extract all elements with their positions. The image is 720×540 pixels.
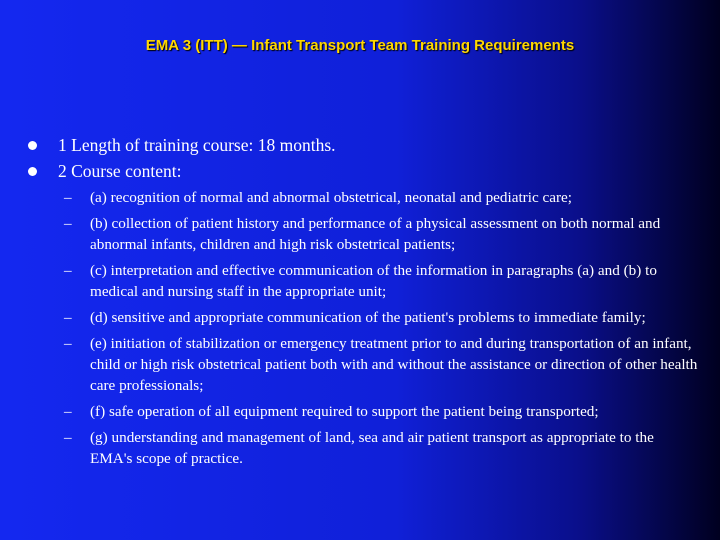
subbullet-list — [28, 187, 698, 469]
bullet-dot-icon — [28, 141, 37, 150]
subbullet-item — [28, 427, 698, 469]
subbullet-item — [28, 401, 698, 422]
dash-icon: – — [64, 215, 72, 232]
bullet-text: 1 Length of training course: 18 months. — [58, 135, 336, 155]
dash-icon: – — [64, 335, 72, 352]
dash-icon: – — [64, 189, 72, 206]
subbullet-text: (d) sensitive and appropriate communication of the patient's problems to immediate family; — [90, 309, 646, 326]
dash-icon: – — [64, 309, 72, 326]
subbullet-item — [28, 260, 698, 302]
dash-icon: – — [64, 262, 72, 279]
bullet-item — [28, 132, 698, 158]
bullet-text: 2 Course content: — [58, 161, 182, 181]
subbullet-item — [28, 213, 698, 255]
subbullet-text: (c) interpretation and effective communication of the information in paragraphs (a) and (b) to medical and nursing staff in the appropriate unit; — [90, 262, 657, 300]
bullet-item — [28, 158, 698, 184]
subbullet-item — [28, 187, 698, 208]
subbullet-text: (e) initiation of stabilization or emergency treatment prior to and during transportation of an infant, child or high risk obstetrical patient both with and without the assistance or direction of other health care professionals; — [90, 335, 698, 394]
subbullet-text: (g) understanding and management of land, sea and air patient transport as appropriate to the EMA's scope of practice. — [90, 429, 654, 467]
slide-title: EMA 3 (ITT) — Infant Transport Team Training Requirements — [145, 37, 575, 54]
bullet-dot-icon — [28, 167, 37, 176]
subbullet-text: (f) safe operation of all equipment required to support the patient being transported; — [90, 403, 599, 420]
subbullet-item — [28, 307, 698, 328]
dash-icon: – — [64, 403, 72, 420]
subbullet-text: (b) collection of patient history and performance of a physical assessment on both normal and abnormal infants, children and high risk obstetrical patients; — [90, 215, 661, 253]
dash-icon: – — [64, 429, 72, 446]
subbullet-text: (a) recognition of normal and abnormal obstetrical, neonatal and pediatric care; — [90, 189, 572, 206]
slide-content — [28, 132, 698, 474]
subbullet-item — [28, 333, 698, 396]
